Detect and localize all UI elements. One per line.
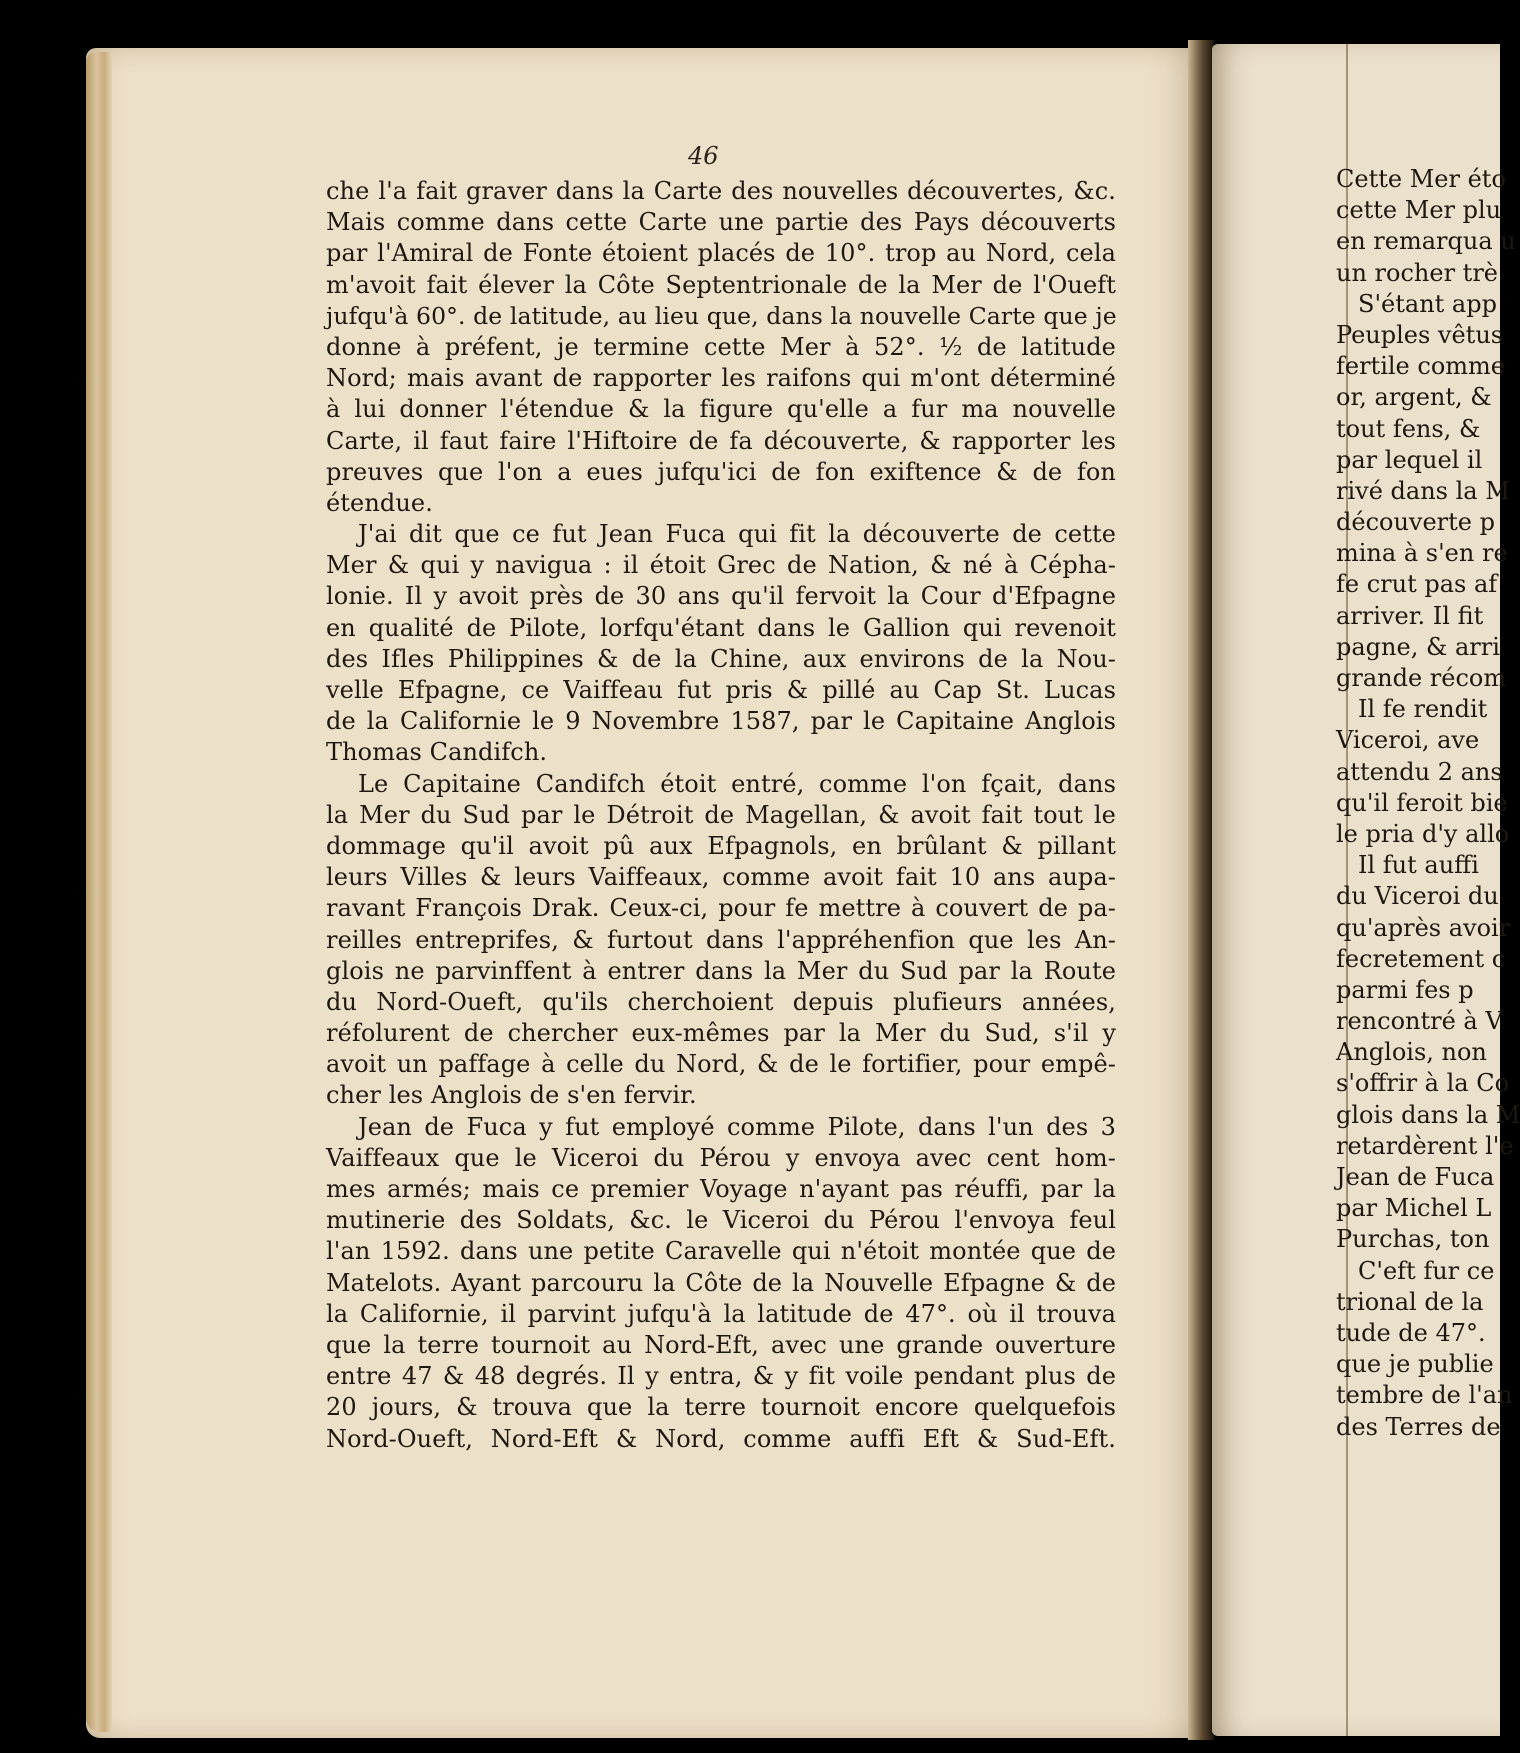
text-line: fertile comme: [1336, 352, 1505, 381]
text-line: trional de la: [1336, 1287, 1484, 1316]
text-line: Carte, il faut faire l'Hiftoire de fa découverte, & rapporter les: [326, 426, 1116, 455]
text-line: rivé dans la M: [1336, 476, 1510, 505]
text-line: glois ne parvinffent à entrer dans la Mer du Sud par la Route: [326, 956, 1116, 985]
text-line: Nord-Oueft, Nord-Eft & Nord, comme auffi Eft & Sud-Eft.: [326, 1424, 1116, 1453]
text-line: Nord; mais avant de rapporter les raifons qui m'ont déterminé: [326, 364, 1116, 393]
text-line: Il fe rendit: [1358, 695, 1488, 724]
text-line: mutinerie des Soldats, &c. le Viceroi du Pérou l'envoya feul: [326, 1206, 1116, 1235]
text-line: Purchas, ton: [1336, 1225, 1490, 1254]
text-line: réfolurent de chercher eux-mêmes par la Mer du Sud, s'il y: [326, 1019, 1116, 1048]
text-line: cher les Anglois de s'en fervir.: [326, 1081, 697, 1110]
text-line: la Mer du Sud par le Détroit de Magellan, & avoit fait tout le: [326, 800, 1116, 829]
text-line: mes armés; mais ce premier Voyage n'ayant pas réuffi, par la: [326, 1175, 1116, 1203]
text-line: donne à préfent, je termine cette Mer à 52°. ½ de latitude: [326, 332, 1116, 361]
text-line: or, argent, &: [1336, 383, 1492, 412]
text-line: Vaiffeaux que le Viceroi du Pérou y envoya avec cent hom-: [326, 1143, 1116, 1172]
left-page-text: [326, 176, 1116, 1455]
text-line: Jean de Fuca y fut employé comme Pilote, dans l'un des 3: [358, 1112, 1116, 1141]
text-line: de la Californie le 9 Novembre 1587, par le Capitaine Anglois: [326, 707, 1116, 736]
text-line: mina à s'en re: [1336, 539, 1508, 568]
text-line: lonie. Il y avoit près de 30 ans qu'il fervoit la Cour d'Efpagne: [326, 582, 1116, 611]
text-line: par lequel il: [1336, 445, 1483, 474]
text-line: en remarqua u: [1336, 227, 1516, 256]
text-line: Mer & qui y navigua : il étoit Grec de Nation, & né à Cépha-: [326, 551, 1116, 580]
text-line: Anglois, non: [1336, 1038, 1487, 1067]
text-line: retardèrent l'e: [1336, 1131, 1514, 1160]
text-line: attendu 2 ans: [1336, 757, 1503, 786]
text-line: leurs Villes & leurs Vaiffeaux, comme avoit fait 10 ans aupa-: [326, 863, 1116, 892]
text-line: m'avoit fait élever la Côte Septentrionale de la Mer de l'Oueft: [326, 270, 1116, 299]
text-line: che l'a fait graver dans la Carte des nouvelles découvertes, &c.: [326, 177, 1116, 205]
text-line: J'ai dit que ce fut Jean Fuca qui fit la découverte de cette: [358, 520, 1116, 549]
text-line: s'offrir à la Co: [1336, 1069, 1510, 1098]
text-line: glois dans la M: [1336, 1100, 1520, 1129]
text-line: un rocher trè: [1336, 258, 1498, 287]
text-line: par l'Amiral de Fonte étoient placés de 10°. trop au Nord, cela: [326, 239, 1116, 268]
text-line: découverte p: [1336, 508, 1495, 537]
text-line: dommage qu'il avoit pû aux Efpagnols, en brûlant & pillant: [326, 831, 1116, 860]
text-line: par Michel L: [1336, 1194, 1492, 1223]
text-line: velle Efpagne, ce Vaiffeau fut pris & pillé au Cap St. Lucas: [326, 676, 1116, 704]
book-gutter: [1188, 40, 1214, 1740]
text-line: tembre de l'an: [1336, 1381, 1513, 1410]
text-line: parmi fes p: [1336, 975, 1474, 1004]
text-line: des Ifles Philippines & de la Chine, aux environs de la Nou-: [326, 644, 1116, 673]
text-line: arriver. Il fit: [1336, 601, 1484, 630]
text-line: qu'il feroit bie: [1336, 788, 1508, 817]
text-line: fecretement c: [1336, 944, 1506, 973]
text-line: 20 jours, & trouva que la terre tournoit encore quelquefois: [326, 1393, 1116, 1422]
text-line: Cette Mer éto: [1336, 165, 1506, 193]
text-line: Viceroi, ave: [1336, 726, 1480, 755]
text-line: reilles entreprifes, & furtout dans l'appréhenfion que les An-: [326, 925, 1116, 954]
text-line: jufqu'à 60°. de latitude, au lieu que, dans la nouvelle Carte que je: [326, 301, 1117, 330]
text-line: le pria d'y allo: [1336, 819, 1510, 848]
text-line: que je publie: [1336, 1350, 1494, 1379]
text-line: ravant François Drak. Ceux-ci, pour fe mettre à couvert de pa-: [326, 894, 1116, 923]
text-line: tude de 47°.: [1336, 1318, 1486, 1347]
text-line: pagne, & arri: [1336, 632, 1500, 661]
text-line: du Viceroi du: [1336, 882, 1499, 911]
text-line: entre 47 & 48 degrés. Il y entra, & y fit voile pendant plus de: [326, 1362, 1116, 1391]
text-line: rencontré à V: [1336, 1007, 1503, 1036]
text-line: Jean de Fuca: [1336, 1163, 1495, 1191]
page-edges: [86, 52, 112, 1732]
text-line: Le Capitaine Candifch étoit entré, comme l'on fçait, dans: [358, 769, 1116, 798]
text-line: étendue.: [326, 488, 433, 517]
page-number: 46: [688, 142, 719, 170]
text-line: que la terre tournoit au Nord-Eft, avec une grande ouverture: [326, 1330, 1116, 1359]
text-line: S'étant app: [1358, 289, 1497, 318]
text-line: en qualité de Pilote, lorfqu'étant dans le Gallion qui revenoit: [326, 613, 1116, 642]
text-line: la Californie, il parvint jufqu'à la latitude de 47°. où il trouva: [326, 1299, 1116, 1328]
text-line: à lui donner l'étendue & la figure qu'elle a fur ma nouvelle: [326, 395, 1116, 424]
text-line: qu'après avoir: [1336, 913, 1511, 942]
text-line: Thomas Candifch.: [326, 738, 548, 767]
text-line: avoit un paffage à celle du Nord, & de le fortifier, pour empê-: [326, 1050, 1116, 1079]
right-page-text: [1212, 164, 1520, 1443]
text-line: fe crut pas af: [1336, 570, 1498, 599]
right-page: [1212, 44, 1520, 1736]
text-line: des Terres de: [1336, 1412, 1501, 1441]
text-line: Matelots. Ayant parcouru la Côte de la Nouvelle Efpagne & de: [326, 1268, 1116, 1297]
text-line: Mais comme dans cette Carte une partie des Pays découverts: [326, 208, 1116, 237]
text-line: du Nord-Oueft, qu'ils cherchoient depuis plufieurs années,: [326, 987, 1116, 1016]
text-line: grande récom: [1336, 664, 1507, 692]
text-line: preuves que l'on a eues jufqu'ici de fon exiftence & de fon: [326, 457, 1116, 486]
text-line: Peuples vêtus: [1336, 320, 1504, 349]
text-line: l'an 1592. dans une petite Caravelle qui n'étoit montée que de: [326, 1237, 1116, 1266]
text-line: C'eft fur ce: [1358, 1256, 1495, 1285]
text-line: cette Mer plu: [1336, 196, 1502, 225]
text-line: tout fens, &: [1336, 414, 1481, 443]
text-line: Il fut auffi: [1358, 851, 1479, 880]
